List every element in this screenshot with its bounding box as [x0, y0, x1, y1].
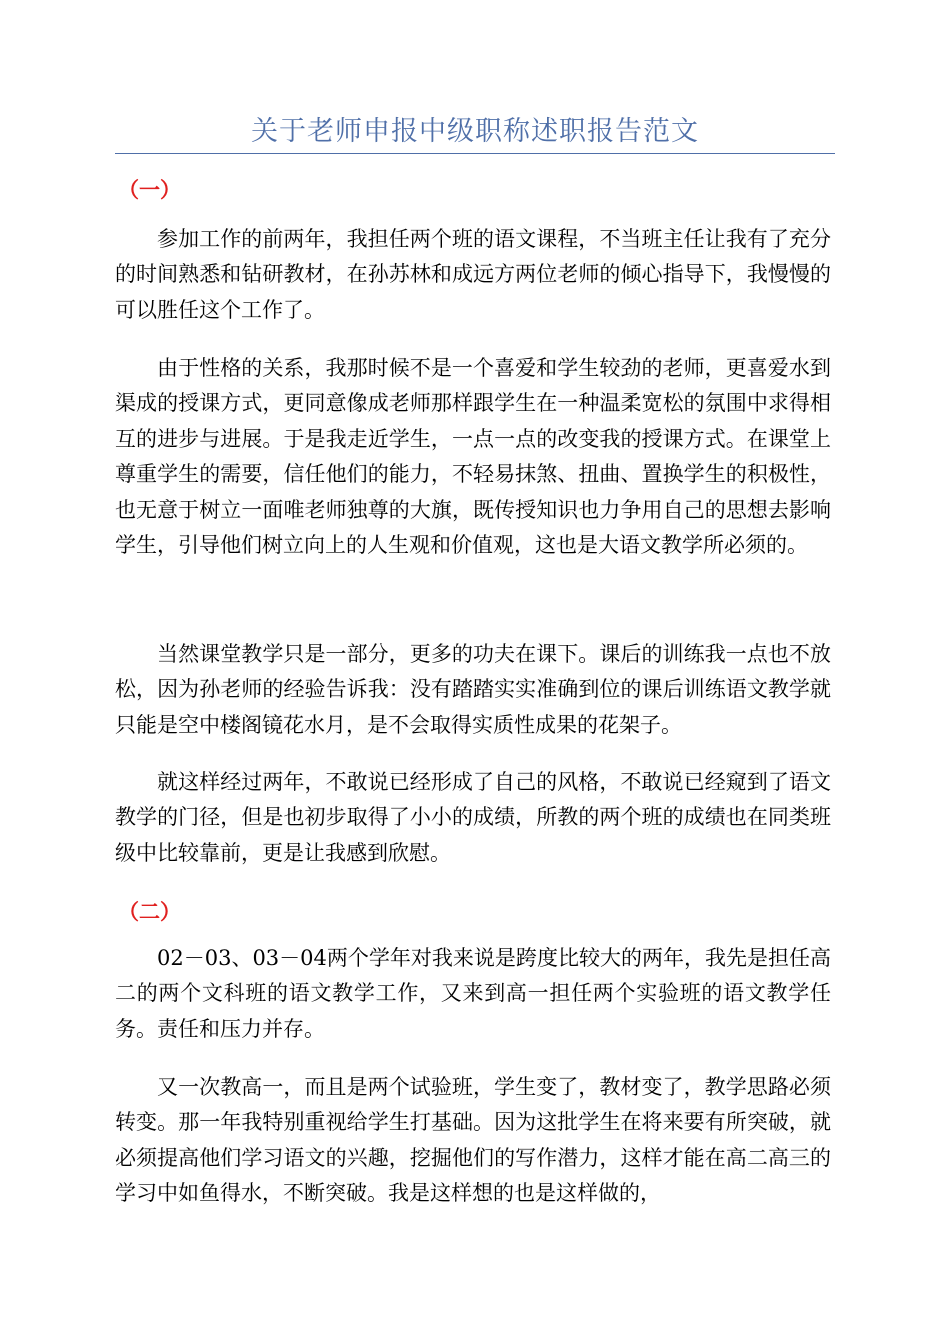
section-heading-1: （一） [118, 177, 181, 202]
paragraph-1-4: 就这样经过两年，不敢说已经形成了自己的风格，不敢说已经窥到了语文教学的门径，但是也初步取得了小小的成绩，所教的两个班的成绩也在同类班级中比较靠前，更是让我感到欣慰。 [115, 770, 831, 865]
section-heading-2: （二） [118, 899, 181, 924]
paragraph-2-1: 02－03、03－04两个学年对我来说是跨度比较大的两年，我先是担任高二的两个文科班的语文教学工作，又来到高一担任两个实验班的语文教学任务。责任和压力并存。 [115, 946, 831, 1041]
document-title: 关于老师申报中级职称述职报告范文 [251, 116, 699, 147]
title-underline [115, 153, 835, 154]
paragraph-2-2: 又一次教高一，而且是两个试验班，学生变了，教材变了，教学思路必须转变。那一年我特别重视给学生打基础。因为这批学生在将来要有所突破，就必须提高他们学习语文的兴趣，挖掘他们的写作潜力，这样才能在高二高三的学习中如鱼得水，不断突破。我是这样想的也是这样做的， [115, 1075, 831, 1206]
paragraph-1-1: 参加工作的前两年，我担任两个班的语文课程，不当班主任让我有了充分的时间熟悉和钻研教材，在孙苏林和成远方两位老师的倾心指导下，我慢慢的可以胜任这个工作了。 [115, 227, 831, 322]
paragraph-1-2: 由于性格的关系，我那时候不是一个喜爱和学生较劲的老师，更喜爱水到渠成的授课方式，更同意像成老师那样跟学生在一种温柔宽松的氛围中求得相互的进步与进展。于是我走近学生，一点一点的改变我的授课方式。在课堂上尊重学生的需要，信任他们的能力，不轻易抹煞、扭曲、置换学生的积极性，也无意于树立一面唯老师独尊的大旗，既传授知识也力争用自己的思想去影响学生，引导他们树立向上的人生观和价值观，这也是大语文教学所必须的。 [115, 356, 831, 558]
paragraph-1-3: 当然课堂教学只是一部分，更多的功夫在课下。课后的训练我一点也不放松，因为孙老师的经验告诉我：没有踏踏实实准确到位的课后训练语文教学就只能是空中楼阁镜花水月，是不会取得实质性成果的花架子。 [115, 642, 831, 737]
